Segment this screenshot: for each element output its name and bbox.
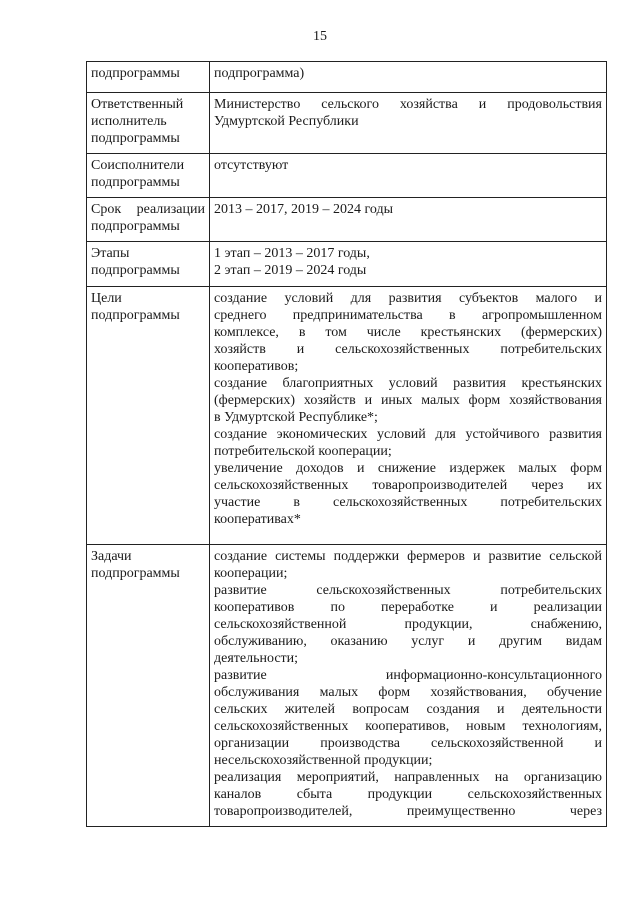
row-implementation-period: [87, 198, 607, 242]
row-value-line: 2 этап – 2019 – 2024 годы: [214, 263, 367, 278]
row-label-line: подпрограммы: [91, 131, 180, 146]
row-value-line: Удмуртской Республики: [214, 114, 359, 129]
row-value-line: реализация мероприятий, направленных на организацию: [214, 770, 602, 785]
row-value-line: каналов сбыта продукции сельскохозяйственных: [214, 787, 602, 802]
row-label-cell: [87, 154, 210, 198]
row-label-line: подпрограммы: [91, 219, 180, 234]
row-label-cell: [87, 93, 210, 154]
row-value-line: создание экономических условий для устойчивого развития: [214, 427, 602, 442]
row-value-line: подпрограмма): [214, 66, 305, 81]
row-value-line: сельскохозяйственной продукции, снабжению,: [214, 617, 602, 632]
row-label-line: Задачи: [91, 549, 132, 564]
row-value-line: среднего предпринимательства в агропромышленном: [214, 308, 602, 323]
row-label-cell: [87, 62, 210, 93]
row-value-line: потребительской кооперации;: [214, 444, 392, 459]
row-goals: [87, 287, 607, 545]
row-value-line: развитие сельскохозяйственных потребительских: [214, 583, 602, 598]
subprogram-passport-table: [86, 61, 607, 827]
row-label-line: Этапы: [91, 246, 130, 261]
row-value-line: комплексе, в том числе крестьянских (фермерских): [214, 325, 602, 340]
row-value-line: товаропроизводителей, преимущественно через: [214, 804, 602, 819]
row-value-line: кооперативах*: [214, 512, 301, 527]
row-label-line: Соисполнители: [91, 158, 185, 173]
row-value-line: сельскохозяйственных кооперативов, новым технологиям,: [214, 719, 602, 734]
row-value-line: обслуживания малых форм хозяйствования, обучение: [214, 685, 602, 700]
row-value-cell: [210, 154, 607, 198]
row-value-line: увеличение доходов и снижение издержек малых форм: [214, 461, 602, 476]
row-value-line: 1 этап – 2013 – 2017 годы,: [214, 246, 370, 261]
row-label-line: подпрограммы: [91, 175, 180, 190]
row-value-cell: [210, 242, 607, 287]
row-value-line: отсутствуют: [214, 158, 289, 173]
row-label-line: Цели: [91, 291, 122, 306]
page-number: 15: [313, 29, 327, 44]
row-value-line: сельскохозяйственных товаропроизводителей через их: [214, 478, 602, 493]
row-value-cell: [210, 62, 607, 93]
row-value-line: Министерство сельского хозяйства и продовольствия: [214, 97, 602, 112]
row-co-executors: [87, 154, 607, 198]
row-value-cell: [210, 545, 607, 827]
row-value-line: 2013 – 2017, 2019 – 2024 годы: [214, 202, 394, 217]
row-value-cell: [210, 93, 607, 154]
row-value-line: кооперативов;: [214, 359, 299, 374]
row-label-cell: [87, 198, 210, 242]
row-value-line: участие в сельскохозяйственных потребительских: [214, 495, 602, 510]
row-value-line: деятельности;: [214, 651, 299, 666]
row-value-line: хозяйств и сельскохозяйственных потребительских: [214, 342, 602, 357]
row-value-line: создание системы поддержки фермеров и развитие сельской: [214, 549, 602, 564]
row-value-line: создание благоприятных условий развития крестьянских: [214, 376, 602, 391]
row-value-line: кооперативов по переработке и реализации: [214, 600, 602, 615]
row-responsible-executor: [87, 93, 607, 154]
row-value-line: организации производства сельскохозяйственной и: [214, 736, 602, 751]
row-label-line: подпрограммы: [91, 263, 180, 278]
row-label-line: Срок реализации: [91, 202, 205, 217]
row-label-line: подпрограммы: [91, 66, 180, 81]
row-value-line: несельскохозяйственной продукции;: [214, 753, 433, 768]
row-value-cell: [210, 287, 607, 545]
row-value-line: развитие информационно-консультационного: [214, 668, 602, 683]
row-value-line: кооперации;: [214, 566, 288, 581]
row-label-line: исполнитель: [91, 114, 167, 129]
row-value-line: создание условий для развития субъектов малого и: [214, 291, 602, 306]
row-value-cell: [210, 198, 607, 242]
passport-table-body: [87, 62, 607, 827]
row-label-line: подпрограммы: [91, 566, 180, 581]
row-value-line: в Удмуртской Республике*;: [214, 410, 378, 425]
row-tasks: [87, 545, 607, 827]
row-label-cell: [87, 242, 210, 287]
row-label-line: Ответственный: [91, 97, 184, 112]
row-label-line: подпрограммы: [91, 308, 180, 323]
row-program-continuation: [87, 62, 607, 93]
row-value-line: обслуживанию, оказанию услуг и другим видам: [214, 634, 602, 649]
row-value-line: сельских жителей вопросам создания и деятельности: [214, 702, 602, 717]
row-stages: [87, 242, 607, 287]
row-value-line: (фермерских) хозяйств и иных малых форм хозяйствования: [214, 393, 602, 408]
row-label-cell: [87, 287, 210, 545]
row-label-cell: [87, 545, 210, 827]
